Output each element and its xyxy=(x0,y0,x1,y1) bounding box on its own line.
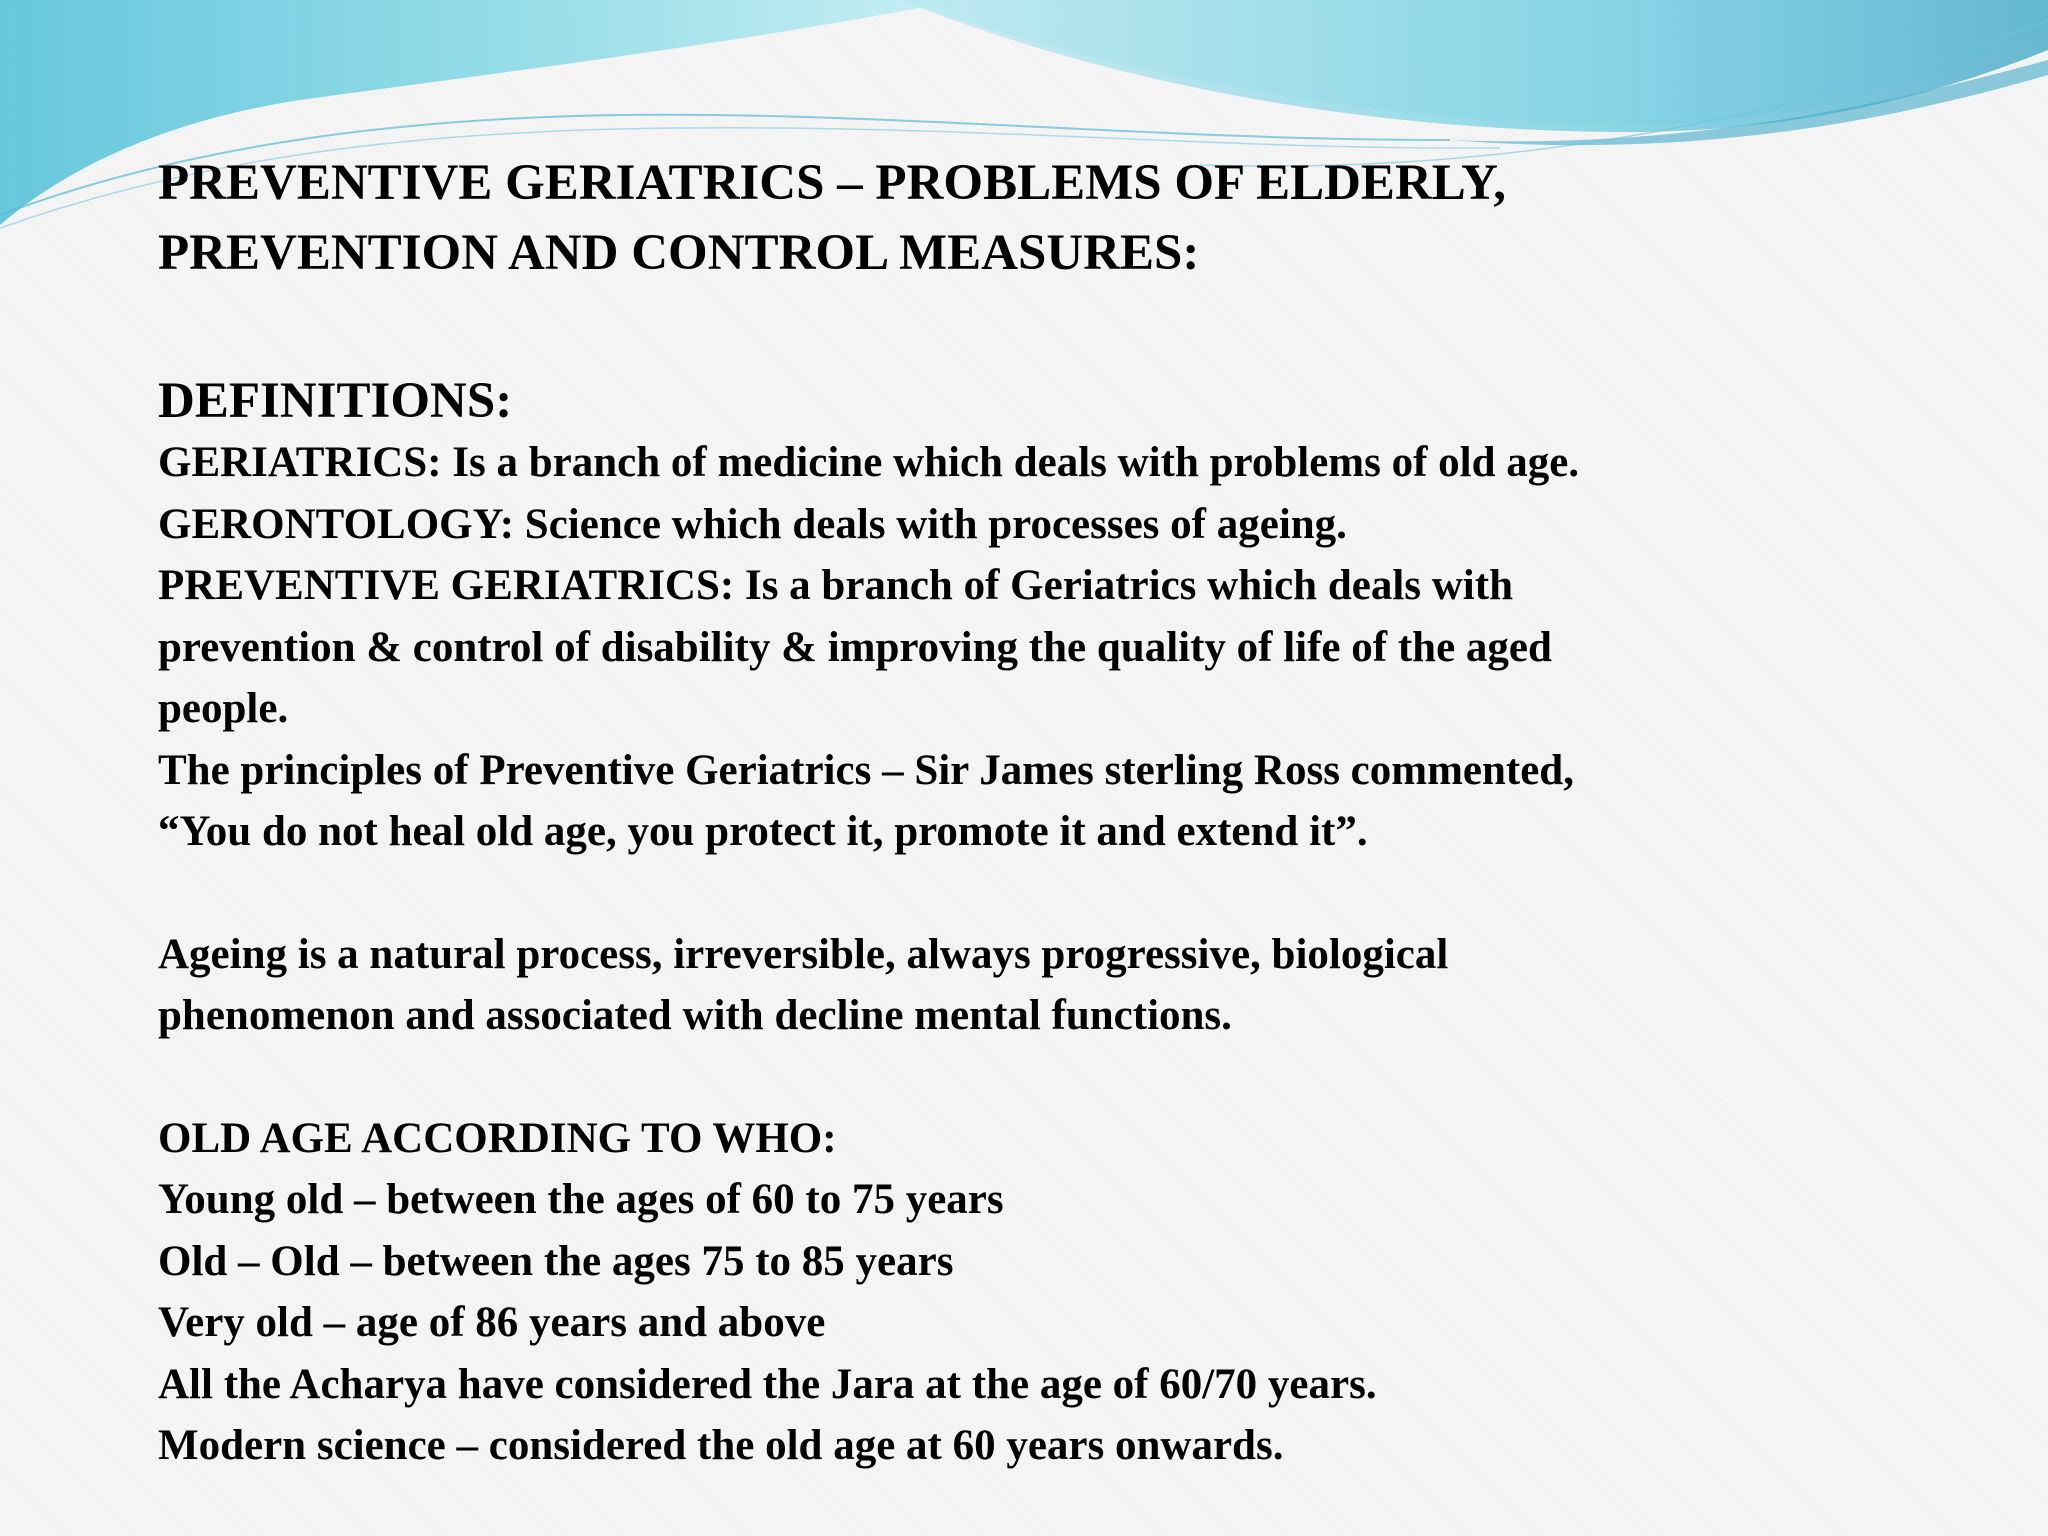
old-age-line: Old – Old – between the ages 75 to 85 years xyxy=(158,1237,954,1285)
old-age-line: All the Acharya have considered the Jara at the age of 60/70 years. xyxy=(158,1360,1377,1408)
old-age-line: Young old – between the ages of 60 to 75 years xyxy=(158,1176,1004,1223)
definitions-heading: DEFINITIONS: xyxy=(158,373,513,429)
definition-line: GERONTOLOGY: Science which deals with processes of ageing. xyxy=(158,500,1347,548)
definition-line: “You do not heal old age, you protect it, promote it and extend it”. xyxy=(158,808,1368,855)
definition-line: prevention & control of disability & improving the quality of life of the aged xyxy=(158,623,1552,671)
old-age-line: Modern science – considered the old age at 60 years onwards. xyxy=(158,1422,1284,1469)
title-line-2: PREVENTION AND CONTROL MEASURES: xyxy=(158,225,1200,281)
ageing-line: phenomenon and associated with decline mental functions. xyxy=(158,992,1232,1039)
definition-line: people. xyxy=(158,685,289,732)
old-age-heading: OLD AGE ACCORDING TO WHO: xyxy=(158,1114,837,1162)
old-age-line: Very old – age of 86 years and above xyxy=(158,1299,826,1346)
definition-line: GERIATRICS: Is a branch of medicine which deals with problems of old age. xyxy=(158,439,1580,486)
slide-content xyxy=(158,148,1978,1477)
ageing-line: Ageing is a natural process, irreversible, always progressive, biological xyxy=(158,930,1449,978)
definition-line: PREVENTIVE GERIATRICS: Is a branch of Geriatrics which deals with xyxy=(158,562,1513,609)
title-line-1: PREVENTIVE GERIATRICS – PROBLEMS OF ELDERLY, xyxy=(158,155,1507,211)
definition-line: The principles of Preventive Geriatrics – Sir James sterling Ross commented, xyxy=(158,746,1574,794)
